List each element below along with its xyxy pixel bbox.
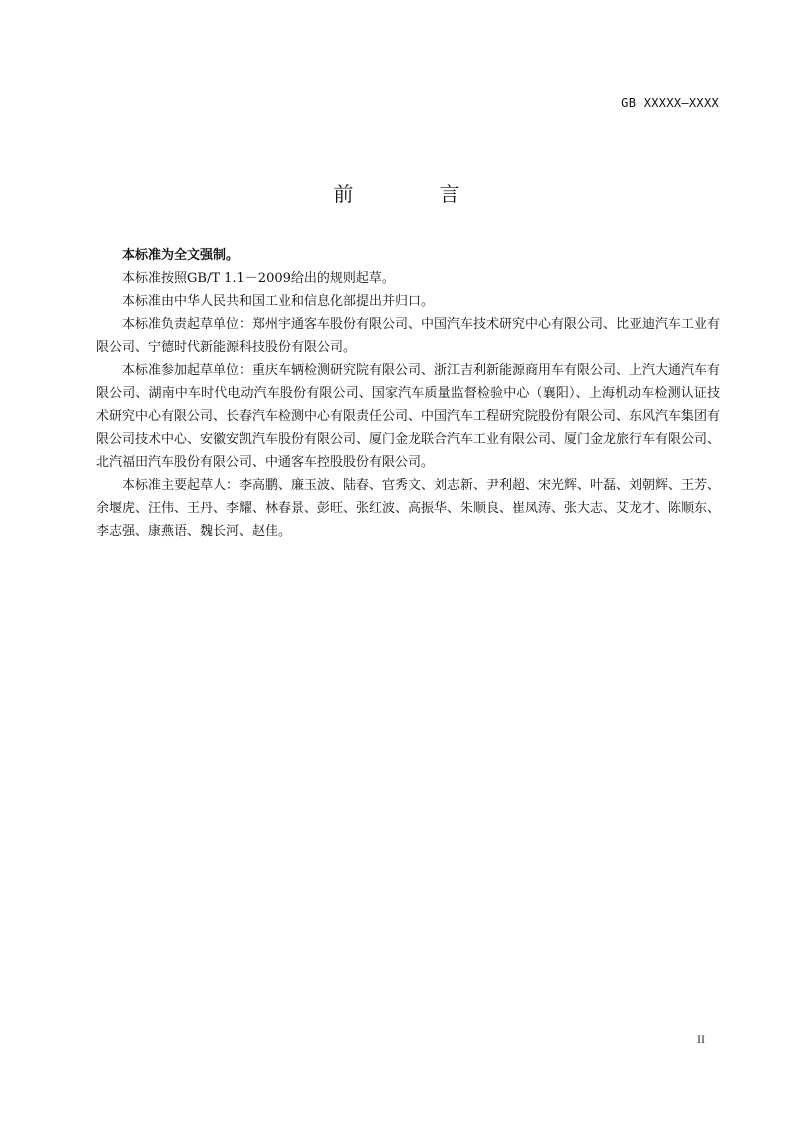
mandatory-statement: 本标准为全文强制。 [122,248,240,263]
drafting-rules-paragraph: 本标准按照GB/T 1.1－2009给出的规则起草。 [122,271,395,286]
main-drafters-paragraph: 本标准主要起草人：李高鹏、廉玉波、陆春、官秀文、刘志新、尹利超、宋光辉、叶磊、刘朝辉、王芳、余堰虎、汪伟、王丹、李耀、林春景、彭旺、张红波、高振华、朱顺良、崔凤涛、张大志、艾龙才、陈顺东、李志强、康燕语、魏长河、赵佳。 [96,478,721,539]
proposer-paragraph: 本标准由中华人民共和国工业和信息化部提出并归口。 [122,294,435,309]
participating-units-paragraph: 本标准参加起草单位：重庆车辆检测研究院有限公司、浙江吉利新能源商用车有限公司、上汽大通汽车有限公司、湖南中车时代电动汽车股份有限公司、国家汽车质量监督检验中心（襄阳）、上海机动车检测认证技术研究中心有限公司、长春汽车检测中心有限责任公司、中国汽车工程研究院股份有限公司、东风汽车集团有限公司技术中心、安徽安凯汽车股份有限公司、厦门金龙联合汽车工业有限公司、厦门金龙旅行车有限公司、北汽福田汽车股份有限公司、中通客车控股股份有限公司。 [96,363,721,470]
foreword-body [96,244,720,543]
standard-code-header: GB XXXXX—XXXX [621,96,719,110]
lead-drafting-units-paragraph: 本标准负责起草单位：郑州宇通客车股份有限公司、中国汽车技术研究中心有限公司、比亚迪汽车工业有限公司、宁德时代新能源科技股份有限公司。 [96,317,721,355]
page-number: II [697,1032,705,1046]
page-title: 前 言 [333,182,500,206]
